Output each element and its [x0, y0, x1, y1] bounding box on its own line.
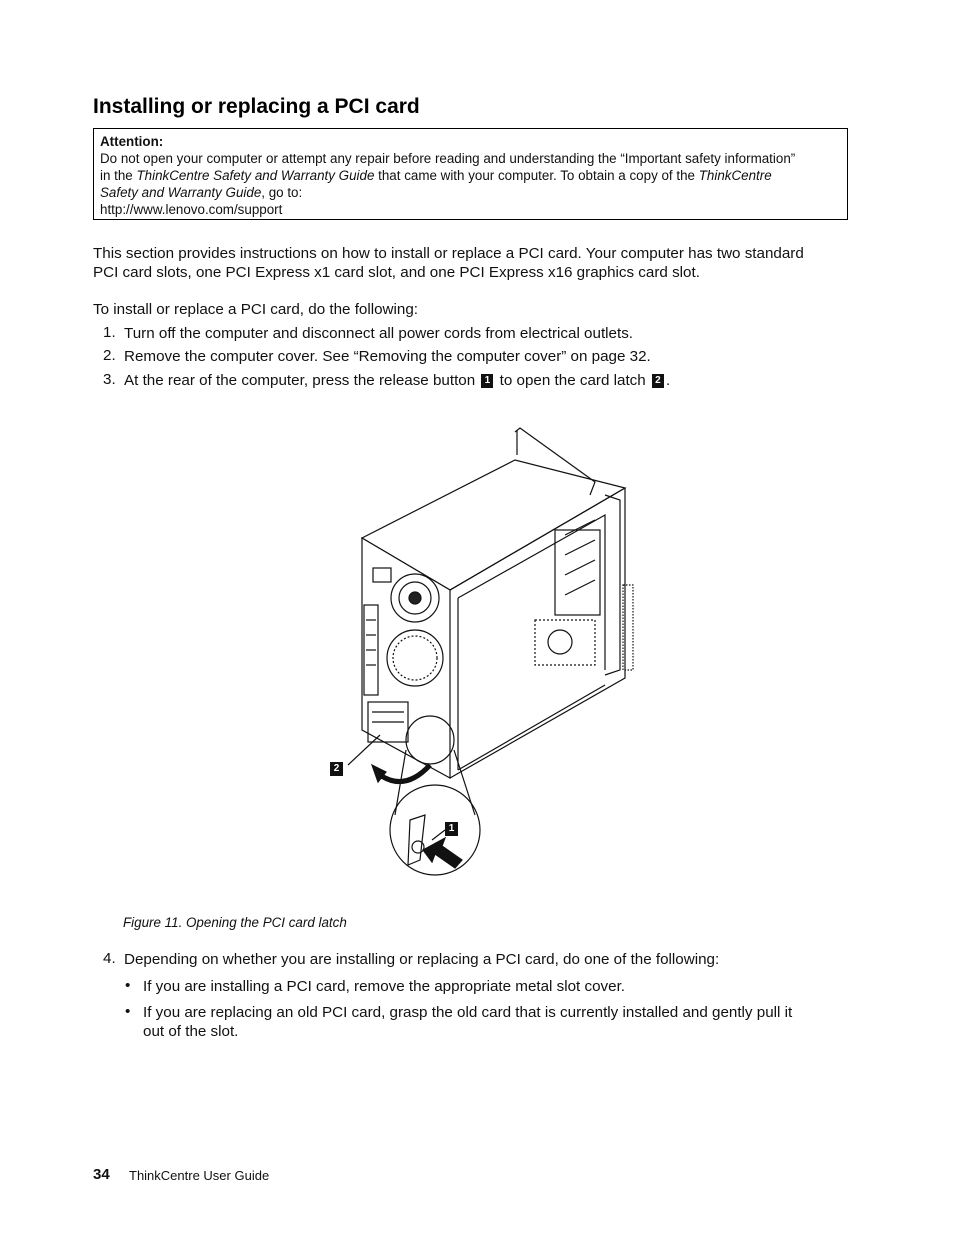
intro-line1: This section provides instructions on how to install or replace a PCI card. Your computer has two standard — [93, 245, 804, 262]
bullet-dot: • — [125, 977, 131, 994]
pci-latch-illustration — [320, 420, 650, 895]
step-number: 3. — [103, 371, 116, 388]
page-number: 34 — [93, 1166, 110, 1183]
step-text: Depending on whether you are installing or replacing a PCI card, do one of the following: — [124, 951, 720, 968]
attention-line3: Safety and Warranty Guide, go to: — [100, 185, 303, 200]
step-text: Turn off the computer and disconnect all power cords from electrical outlets. — [124, 325, 634, 342]
step-number: 4. — [103, 950, 116, 967]
figure-caption: Figure 11. Opening the PCI card latch — [123, 915, 347, 930]
callout-2: 2 — [652, 374, 664, 388]
lead-text: To install or replace a PCI card, do the following: — [93, 301, 419, 318]
bullet-text: If you are replacing an old PCI card, grasp the old card that is currently installed and gently pull it out of the slot. — [143, 1004, 793, 1040]
intro-paragraph — [93, 244, 843, 282]
callout-1: 1 — [481, 374, 493, 388]
step-number: 1. — [103, 324, 116, 341]
attention-line1: Do not open your computer or attempt any repair before reading and understanding the “Important safety information” — [100, 151, 796, 166]
step-text: Remove the computer cover. See “Removing the computer cover” on page 32. — [124, 348, 651, 365]
section-heading: Installing or replacing a PCI card — [93, 95, 420, 118]
footer-title: ThinkCentre User Guide — [129, 1168, 270, 1183]
step-number: 2. — [103, 347, 116, 364]
attention-label: Attention: — [100, 134, 164, 149]
attention-box — [93, 128, 848, 220]
intro-line2: PCI card slots, one PCI Express x1 card slot, and one PCI Express x16 graphics card slot. — [93, 264, 700, 281]
attention-line2: in the ThinkCentre Safety and Warranty Guide that came with your computer. To obtain a copy of the ThinkCentre — [100, 168, 772, 183]
figure-label-1: 1 — [445, 822, 458, 836]
figure-label-2: 2 — [330, 762, 343, 776]
support-link[interactable]: http://www.lenovo.com/support — [100, 202, 283, 217]
step-text: At the rear of the computer, press the release button 1 to open the card latch 2 . — [124, 372, 671, 389]
bullet-text: If you are installing a PCI card, remove the appropriate metal slot cover. — [143, 978, 626, 995]
bullet-dot: • — [125, 1003, 131, 1020]
